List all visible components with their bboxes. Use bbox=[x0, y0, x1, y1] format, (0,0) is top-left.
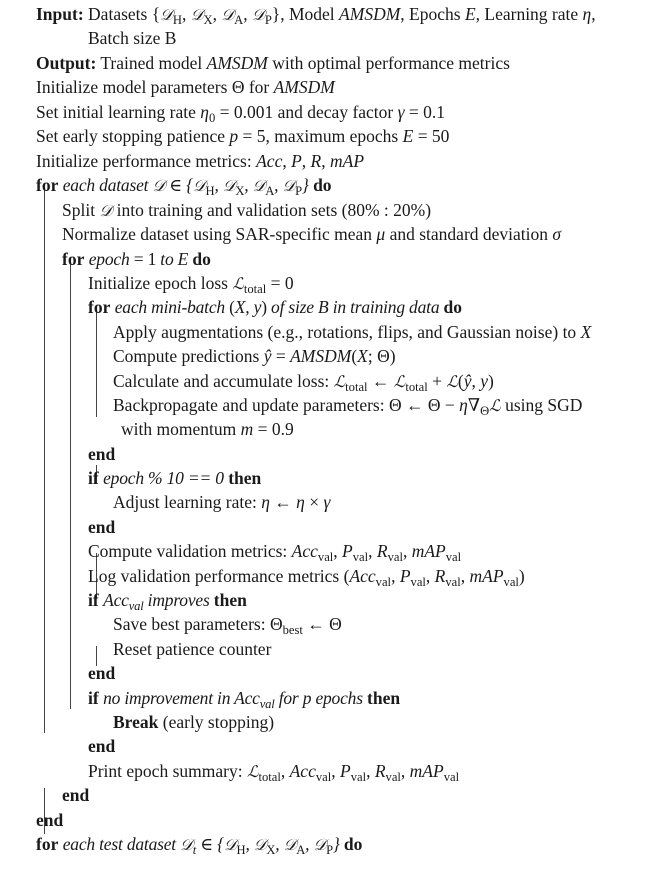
keyword-for: for bbox=[88, 297, 111, 317]
step-loss: Calculate and accumulate loss: ℒ$_{total}$ ← ℒ$_{total}$ + ℒ(ŷ, y) bbox=[113, 371, 494, 394]
step-init-metrics: Initialize performance metrics: Acc, P, R, mAP bbox=[36, 151, 365, 171]
keyword-then: then bbox=[213, 590, 247, 610]
keyword-break: Break bbox=[113, 712, 159, 732]
dataset-loop-condition: each dataset 𝒟 ∈ {𝒟$_H$, 𝒟$_X$, 𝒟$_A$, 𝒟$_P$} bbox=[62, 175, 309, 198]
for-batch-line bbox=[88, 296, 462, 318]
step-predict: Compute predictions ŷ = AMSDM(X; Θ) bbox=[113, 346, 396, 366]
keyword-do: do bbox=[343, 834, 363, 854]
if-lr-line bbox=[88, 467, 261, 489]
guide-line-epoch-loop bbox=[70, 262, 71, 709]
step-normalize: Normalize dataset using SAR-specific mean μ and standard deviation σ bbox=[62, 224, 562, 244]
step-set-patience: Set early stopping patience p = 5, maximum epochs E = 50 bbox=[36, 126, 450, 146]
step-break bbox=[113, 711, 274, 733]
step-split: Split 𝒟 into training and validation sets (80% : 20%) bbox=[62, 200, 432, 220]
for-test-line bbox=[36, 833, 362, 855]
keyword-do: do bbox=[313, 175, 332, 195]
step-save-best: Save best parameters: $\Theta_{best}$ ← Θ bbox=[113, 614, 342, 637]
end-stop-if: end bbox=[88, 736, 116, 756]
if-stop-line bbox=[88, 687, 400, 709]
output-text: Trained model AMSDM with optimal performance metrics bbox=[100, 53, 510, 73]
keyword-do: do bbox=[443, 297, 463, 317]
input-text: Datasets {𝒟$_H$, 𝒟$_X$, 𝒟$_A$, 𝒟$_P$}, Model AMSDM, Epochs E, Learning rate η, bbox=[88, 4, 596, 27]
step-init-loss: Initialize epoch loss ℒ$_{total}$ = 0 bbox=[88, 273, 294, 296]
end-epoch-loop: end bbox=[62, 785, 90, 805]
step-compute-val: Compute validation metrics: Acc$_{val}$, $P_{val}$, $R_{val}$, mAP$_{val}$ bbox=[88, 541, 462, 564]
input-line-2: Batch size B bbox=[88, 28, 177, 48]
stop-if-condition: no improvement in Acc$_{val}$ for p epochs bbox=[103, 688, 368, 711]
test-loop-condition: each test dataset 𝒟$_t$ ∈ {𝒟$_H$, 𝒟$_X$, 𝒟$_A$, 𝒟$_P$} bbox=[62, 834, 344, 857]
output-line bbox=[36, 52, 510, 74]
keyword-do: do bbox=[192, 249, 211, 269]
keyword-then: then bbox=[228, 468, 262, 488]
keyword-if: if bbox=[88, 590, 99, 610]
step-reset-patience: Reset patience counter bbox=[113, 639, 272, 659]
step-adjust-lr: Adjust learning rate: η ← η × γ bbox=[113, 492, 331, 512]
end-lr-if: end bbox=[88, 517, 116, 537]
step-momentum: with momentum m = 0.9 bbox=[121, 419, 294, 439]
for-epoch-line bbox=[62, 248, 211, 270]
step-backprop: Backpropagate and update parameters: Θ ← $\Theta - \eta\nabla_\Theta ℒ$ using SGD bbox=[113, 395, 583, 418]
break-text: (early stopping) bbox=[162, 712, 275, 732]
end-batch-loop: end bbox=[88, 444, 116, 464]
step-init-params: Initialize model parameters Θ for AMSDM bbox=[36, 77, 335, 97]
keyword-if: if bbox=[88, 688, 99, 708]
input-line bbox=[36, 3, 596, 25]
keyword-for: for bbox=[36, 175, 59, 195]
output-label: Output: bbox=[36, 53, 97, 73]
keyword-for: for bbox=[62, 249, 85, 269]
step-set-lr: Set initial learning rate $\eta_0 = 0.001$ and decay factor γ = 0.1 bbox=[36, 102, 446, 125]
end-improve-if: end bbox=[88, 663, 116, 683]
keyword-if: if bbox=[88, 468, 99, 488]
guide-line-dataset-loop bbox=[44, 188, 45, 733]
batch-loop-condition: each mini-batch (X, y) of size B in training data bbox=[114, 297, 444, 317]
end-dataset-loop: end bbox=[36, 810, 64, 830]
improve-if-condition: Acc$_{val}$ improves bbox=[103, 590, 214, 613]
lr-if-condition: epoch % 10 == 0 bbox=[103, 468, 224, 488]
if-improve-line bbox=[88, 589, 247, 611]
keyword-for: for bbox=[36, 834, 59, 854]
for-dataset-line bbox=[36, 174, 332, 196]
step-print-summary: Print epoch summary: ℒ$_{total}$, Acc$_{val}$, $P_{val}$, $R_{val}$, mAP$_{val}$ bbox=[88, 761, 460, 784]
step-augment: Apply augmentations (e.g., rotations, flips, and Gaussian noise) to X bbox=[113, 322, 592, 342]
step-log-val: Log validation performance metrics (Acc$_{val}$, $P_{val}$, $R_{val}$, mAP$_{val}$) bbox=[88, 566, 525, 589]
guide-line-batch-loop bbox=[96, 309, 97, 417]
epoch-loop-condition: epoch = 1 to E bbox=[88, 249, 193, 269]
keyword-then: then bbox=[367, 688, 401, 708]
input-label: Input: bbox=[36, 4, 84, 24]
